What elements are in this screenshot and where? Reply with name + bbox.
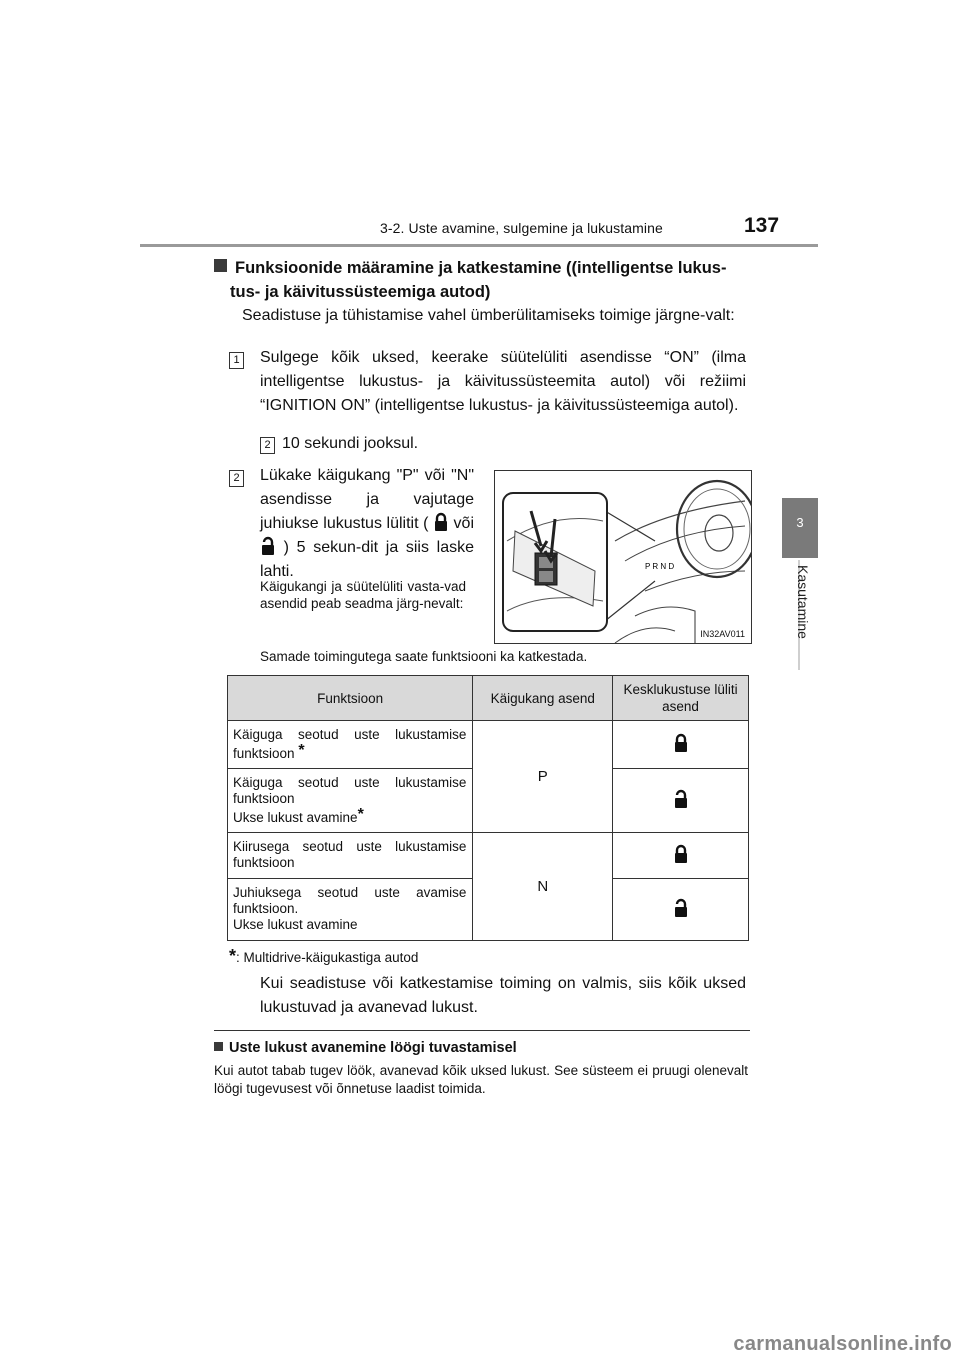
table-row — [228, 833, 749, 879]
table-cell-function: Juhiuksega seotud uste avamise funktsioon. Ukse lukust avamine — [228, 879, 473, 941]
watermark: carmanualsonline.info — [733, 1333, 952, 1355]
footnote: *: Multidrive-käigukastiga autod — [229, 946, 419, 966]
header-rule — [140, 244, 818, 247]
header-lock-switch-position: Kesklukustuse lüliti asend — [613, 676, 749, 721]
step-2-inline-text: 10 sekundi jooksul. — [282, 435, 419, 452]
unlock-icon — [260, 536, 276, 556]
table-row — [228, 721, 749, 769]
table-cell-lock — [613, 721, 749, 769]
lock-icon — [673, 732, 689, 754]
square-bullet-icon — [214, 259, 227, 272]
function-table — [227, 675, 749, 941]
table-cell-lock — [613, 833, 749, 879]
lock-icon — [673, 843, 689, 865]
table-cell-function: Käiguga seotud uste lukustamise funktsioon Ukse lukust avamine* — [228, 769, 473, 833]
info-text: Kui autot tabab tugev löök, avanevad kõik uksed lukust. See süsteem ei pruugi olenevalt löögi tugevusest või õnnetuse laadist toimida. — [214, 1063, 748, 1096]
info-heading: Uste lukust avanemine löögi tuvastamisel — [214, 1040, 517, 1056]
step-number-2: 2 — [229, 470, 244, 487]
table-cell-gear-p: P — [473, 721, 613, 833]
lock-icon — [433, 512, 449, 532]
chapter-tab-number: 3 — [796, 515, 804, 530]
door-switch-drawing — [495, 471, 751, 643]
table-cell-gear-n: N — [473, 833, 613, 941]
header-title: 3-2. Uste avamine, sulgemine ja lukustamine — [380, 220, 663, 236]
table-cell-function: Käiguga seotud uste lukustamise funktsioon * — [228, 721, 473, 769]
intro-text: Seadistuse ja tühistamise vahel ümberülitamiseks toimige järgne-valt: — [242, 307, 735, 324]
chapter-tab-label: Kasutamine — [795, 565, 811, 639]
unlock-icon — [673, 897, 689, 919]
table-cell-lock — [613, 769, 749, 833]
square-bullet-icon — [214, 1042, 223, 1051]
unlock-icon — [673, 788, 689, 810]
step-2-text: Lükake käigukang "P" või "N" asendisse ja vajutage juhiukse lukustus lülitit ( või ) 5 sekun-dit ja siis laske lahti. — [260, 467, 474, 580]
page-number: 137 — [744, 214, 780, 237]
step-1-text: Sulgege kõik uksed, keerake süütelüliti asendisse “ON” (ilma intelligentse lukustus- ja käivitussüsteemita autol) või režiimi “IGNITION ON” (intelligentse lukustus- ja käivitussüsteemiga autol). — [260, 349, 746, 414]
gear-position-note: Käigukangi ja süütelüliti vasta-vad asendid peab seadma järg-nevalt: — [260, 579, 466, 611]
cancel-text: Samade toimingutega saate funktsiooni ka katkestada. — [260, 649, 588, 664]
figure-code: IN32AV011 — [700, 629, 745, 639]
header-gear-position: Käigukang asend — [473, 676, 613, 721]
completion-text: Kui seadistuse või katkestamise toiming on valmis, siis kõik uksed lukustuvad ja avanevad lukust. — [260, 975, 746, 1016]
svg-text:P R N D: P R N D — [645, 562, 675, 571]
table-cell-lock — [613, 879, 749, 941]
info-rule — [214, 1030, 750, 1031]
table-header-row — [228, 676, 749, 721]
header-function: Funktsioon — [228, 676, 473, 721]
door-switch-illustration — [494, 470, 752, 644]
step-number-1: 1 — [229, 352, 244, 369]
table-cell-function: Kiirusega seotud uste lukustamise funktsioon — [228, 833, 473, 879]
section-heading: Funksioonide määramine ja katkestamine ((intelligentse lukus- tus- ja käivitussüsteemiga autod) — [214, 256, 748, 304]
step-number-2-inline: 2 — [260, 437, 275, 454]
